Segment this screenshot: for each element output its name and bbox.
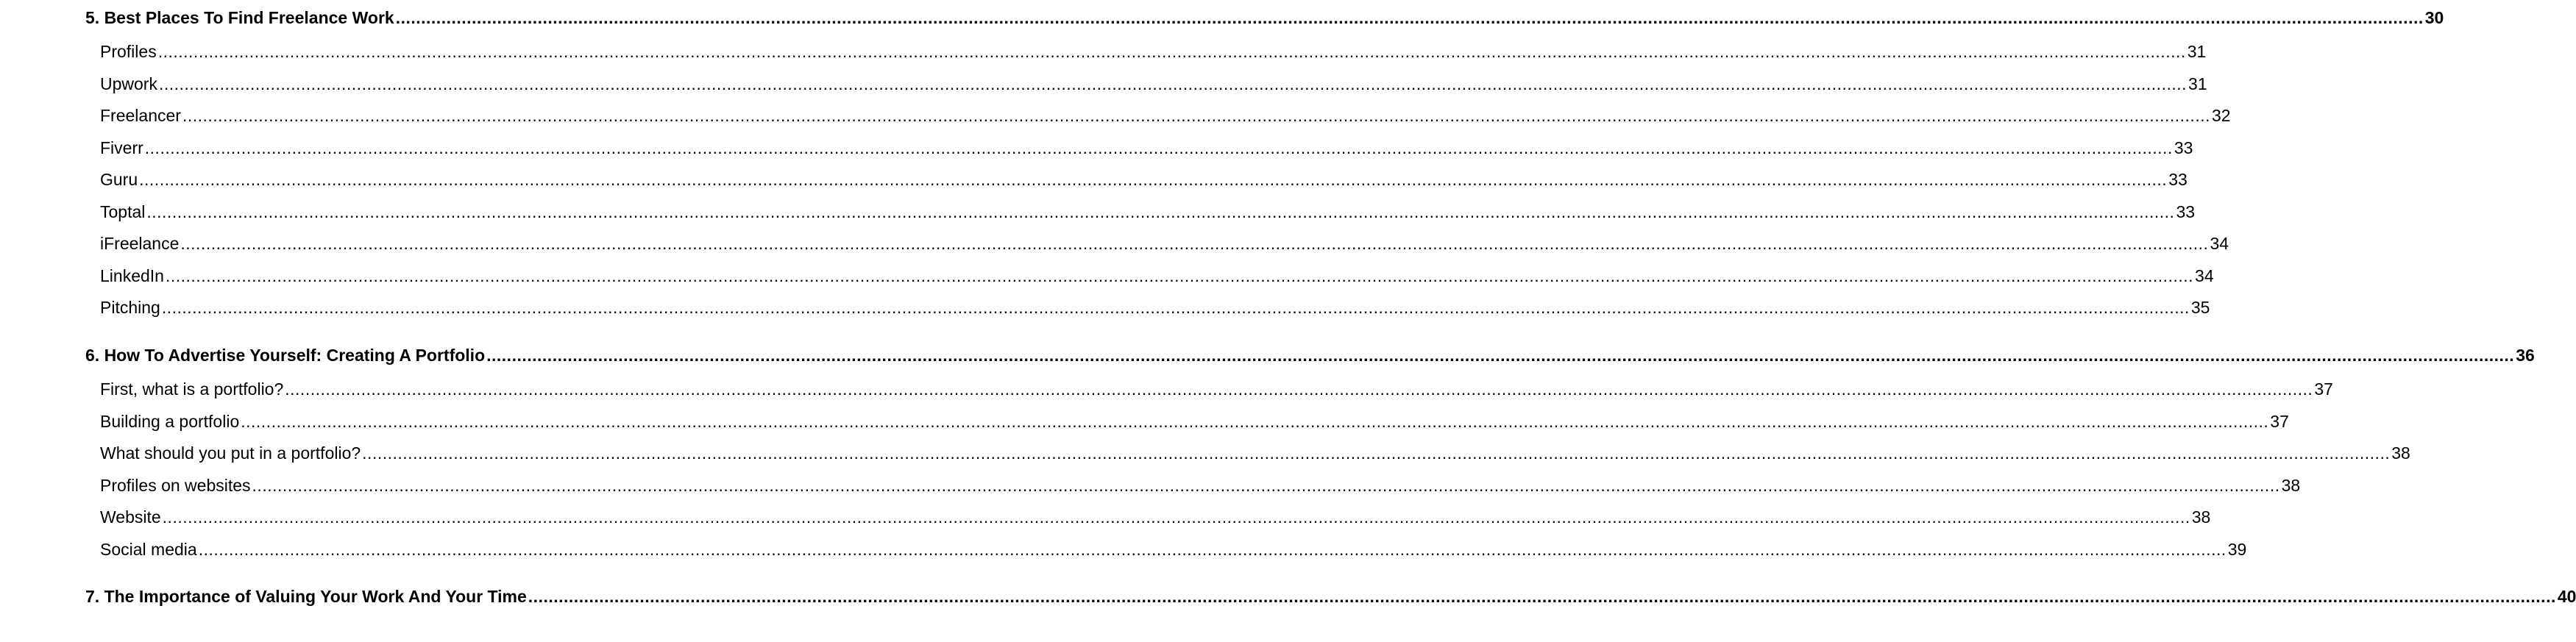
toc-section-title: Profiles (100, 42, 157, 61)
toc-section-entry[interactable] (100, 265, 2214, 287)
toc-section-entry[interactable] (100, 378, 2333, 400)
toc-page-number: 38 (2391, 443, 2410, 463)
toc-section-title: First, what is a portfolio? (100, 379, 284, 399)
toc-section-entry[interactable] (100, 104, 2231, 126)
toc-page-number: 34 (2210, 234, 2229, 253)
toc-page-number: 39 (2227, 540, 2247, 559)
toc-page-number: 35 (2190, 298, 2210, 317)
toc-section-entry[interactable] (100, 137, 2193, 159)
toc-page-number: 40 (2557, 587, 2576, 606)
toc-dot-leader: ................................................................................................................................................................................................................................................................................................................................................................................................................ (362, 443, 2391, 463)
toc-dot-leader: ................................................................................................................................................................................................................................................................................................................................................................................................................ (144, 138, 2173, 157)
toc-dot-leader: ................................................................................................................................................................................................................................................................................................................................................................................................................ (182, 106, 2210, 125)
toc-dot-leader: ................................................................................................................................................................................................................................................................................................................................................................................................................ (157, 42, 2186, 61)
toc-page-number: 37 (2270, 412, 2289, 431)
toc-section-title: Guru (100, 170, 138, 189)
toc-section-title: Building a portfolio (100, 412, 240, 431)
toc-section-entry[interactable] (100, 410, 2289, 432)
toc-dot-leader: ................................................................................................................................................................................................................................................................................................................................................................................................................ (165, 266, 2194, 285)
toc-chapter-entry[interactable] (85, 585, 2576, 607)
toc-section-title: LinkedIn (100, 266, 164, 285)
toc-page-number: 30 (2424, 8, 2444, 27)
toc-page-number: 32 (2212, 106, 2231, 125)
toc-section-entry[interactable] (100, 296, 2210, 318)
toc-dot-leader: ................................................................................................................................................................................................................................................................................................................................................................................................................ (198, 540, 2226, 559)
toc-section-entry[interactable] (100, 538, 2247, 560)
toc-page-number: 31 (2188, 74, 2207, 93)
toc-section-title: Pitching (100, 298, 160, 317)
toc-page-number: 33 (2174, 138, 2193, 157)
toc-page-number: 33 (2168, 170, 2188, 189)
toc-page-number: 38 (2191, 507, 2211, 527)
toc-section-title: Freelancer (100, 106, 181, 125)
toc-section-entry[interactable] (100, 442, 2410, 464)
toc-chapter-entry[interactable] (85, 7, 2444, 29)
toc-section-entry[interactable] (100, 506, 2211, 528)
toc-section-title: Profiles on websites (100, 476, 251, 495)
toc-chapter-title: 5. Best Places To Find Freelance Work (85, 8, 394, 27)
toc-section-title: Social media (100, 540, 197, 559)
toc-page-number: 31 (2187, 42, 2207, 61)
toc-section-entry[interactable] (100, 474, 2301, 496)
toc-dot-leader: ................................................................................................................................................................................................................................................................................................................................................................................................................ (285, 379, 2313, 399)
toc-section-entry[interactable] (100, 73, 2207, 95)
toc-chapter-title: 6. How To Advertise Yourself: Creating A Portfolio (85, 346, 486, 365)
toc-section-title: What should you put in a portfolio? (100, 443, 361, 463)
toc-section-title: Fiverr (100, 138, 143, 157)
toc-page-number: 37 (2314, 379, 2333, 399)
toc-section-entry[interactable] (100, 168, 2188, 190)
toc-dot-leader: ................................................................................................................................................................................................................................................................................................................................................................................................................ (252, 476, 2280, 495)
toc-dot-leader: ................................................................................................................................................................................................................................................................................................................................................................................................................ (180, 234, 2209, 253)
toc-section-title: Website (100, 507, 161, 527)
toc-dot-leader: ................................................................................................................................................................................................................................................................................................................................................................................................................ (146, 202, 2175, 221)
toc-dot-leader: ................................................................................................................................................................................................................................................................................................................................................................................................................ (161, 298, 2190, 317)
toc-chapter-title: 7. The Importance of Valuing Your Work And Your Time (85, 587, 527, 606)
toc-dot-leader: ................................................................................................................................................................................................................................................................................................................................................................................................................ (241, 412, 2269, 431)
toc-dot-leader: ................................................................................................................................................................................................................................................................................................................................................................................................................ (158, 74, 2188, 93)
toc-dot-leader: ................................................................................................................................................................................................................................................................................................................................................................................................................ (139, 170, 2168, 189)
toc-page-number: 33 (2176, 202, 2196, 221)
toc-section-title: Toptal (100, 202, 146, 221)
toc-section-entry[interactable] (100, 40, 2207, 63)
toc-section-title: Upwork (100, 74, 157, 93)
toc-section-title: iFreelance (100, 234, 180, 253)
toc-section-entry[interactable] (100, 201, 2196, 223)
toc-chapter-entry[interactable] (85, 344, 2535, 366)
toc-dot-leader: ................................................................................................................................................................................................................................................................................................................................................................................................................ (162, 507, 2190, 527)
toc-page-number: 36 (2516, 346, 2535, 365)
toc-page-number: 38 (2281, 476, 2301, 495)
toc-section-entry[interactable] (100, 232, 2229, 254)
toc-dot-leader: ................................................................................................................................................................................................................................................................................................................................................................................................................ (528, 587, 2556, 606)
toc-dot-leader: ................................................................................................................................................................................................................................................................................................................................................................................................................ (486, 346, 2515, 365)
toc-dot-leader: ................................................................................................................................................................................................................................................................................................................................................................................................................ (395, 8, 2424, 27)
toc-page-number: 34 (2195, 266, 2214, 285)
